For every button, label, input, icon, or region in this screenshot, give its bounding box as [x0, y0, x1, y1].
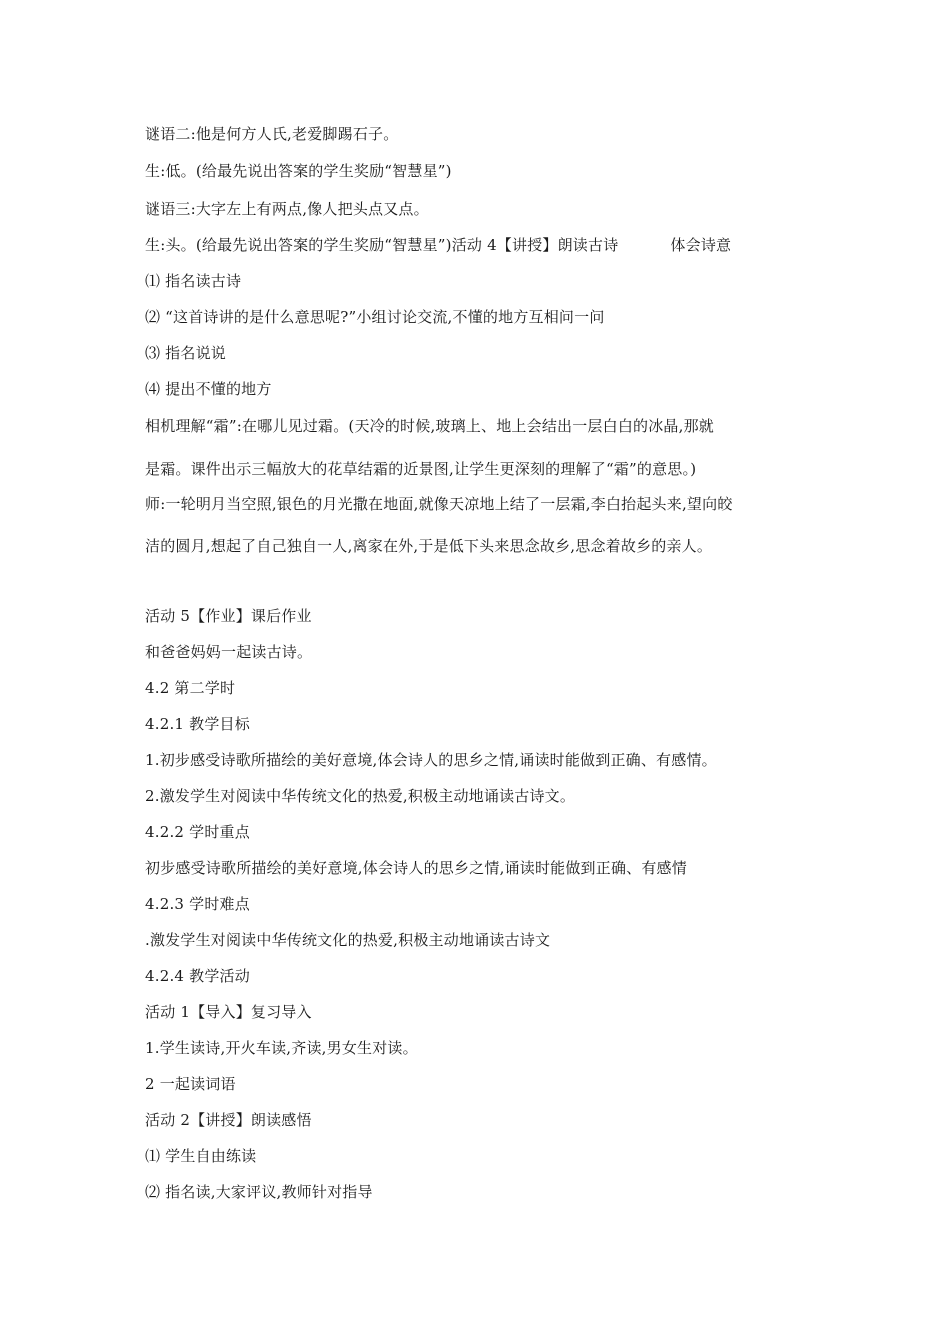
student-answer-head-line — [145, 235, 731, 255]
activity-2-heading: 活动 2【讲授】朗读感悟 — [145, 1111, 312, 1129]
activity-2-step-1: ⑴ 学生自由练读 — [145, 1147, 257, 1165]
goal-1-line: 1.初步感受诗歌所描绘的美好意境,体会诗人的思乡之情,诵读时能做到正确、有感情。 — [145, 751, 717, 769]
step-3-line: ⑶ 指名说说 — [145, 344, 226, 362]
section-4-2-heading: 4.2 第二学时 — [145, 679, 236, 697]
key-point-line: 初步感受诗歌所描绘的美好意境,体会诗人的思乡之情,诵读时能做到正确、有感情 — [145, 859, 687, 877]
section-4-2-4-heading: 4.2.4 教学活动 — [145, 967, 250, 985]
student-answer-low-line: 生:低。(给最先说出答案的学生奖励“智慧星”) — [145, 162, 452, 180]
riddle-three-line: 谜语三:大字左上有两点,像人把头点又点。 — [145, 200, 429, 218]
section-4-2-3-heading: 4.2.3 学时难点 — [145, 895, 250, 913]
goal-2-line: 2.激发学生对阅读中华传统文化的热爱,积极主动地诵读古诗文。 — [145, 787, 576, 805]
step-4-line: ⑷ 提出不懂的地方 — [145, 380, 272, 398]
difficulty-line: .激发学生对阅读中华传统文化的热爱,积极主动地诵读古诗文 — [145, 931, 551, 949]
activity-1-item-1: 1.学生读诗,开火车读,齐读,男女生对读。 — [145, 1039, 418, 1057]
activity-1-item-2: 2 一起读词语 — [145, 1075, 236, 1093]
teacher-narration-line-2: 洁的圆月,想起了自己独自一人,离家在外,于是低下头来思念故乡,思念着故乡的亲人。 — [145, 537, 713, 555]
step-2-line: ⑵ “这首诗讲的是什么意思呢?”小组讨论交流,不懂的地方互相问一问 — [145, 308, 605, 326]
section-4-2-2-heading: 4.2.2 学时重点 — [145, 823, 250, 841]
understand-poem-text: 体会诗意 — [670, 236, 732, 254]
section-4-2-1-heading: 4.2.1 教学目标 — [145, 715, 250, 733]
student-answer-head-text: 生:头。(给最先说出答案的学生奖励“智慧星”)活动 4【讲授】朗读古诗 — [145, 236, 619, 254]
riddle-two-line: 谜语二:他是何方人氏,老爱脚踢石子。 — [145, 125, 399, 143]
frost-explanation-line-2: 是霜。课件出示三幅放大的花草结霜的近景图,让学生更深刻的理解了“霜”的意思。) — [145, 460, 697, 478]
activity-5-heading: 活动 5【作业】课后作业 — [145, 607, 312, 625]
teacher-narration-line-1: 师:一轮明月当空照,银色的月光撒在地面,就像天凉地上结了一层霜,李白抬起头来,望向皎 — [145, 495, 733, 513]
step-1-line: ⑴ 指名读古诗 — [145, 272, 242, 290]
activity-1-heading: 活动 1【导入】复习导入 — [145, 1003, 312, 1021]
homework-line: 和爸爸妈妈一起读古诗。 — [145, 643, 313, 661]
activity-2-step-2: ⑵ 指名读,大家评议,教师针对指导 — [145, 1183, 373, 1201]
frost-explanation-line-1: 相机理解“霜”:在哪儿见过霜。(天冷的时候,玻璃上、地上会结出一层白白的冰晶,那就 — [145, 417, 714, 435]
